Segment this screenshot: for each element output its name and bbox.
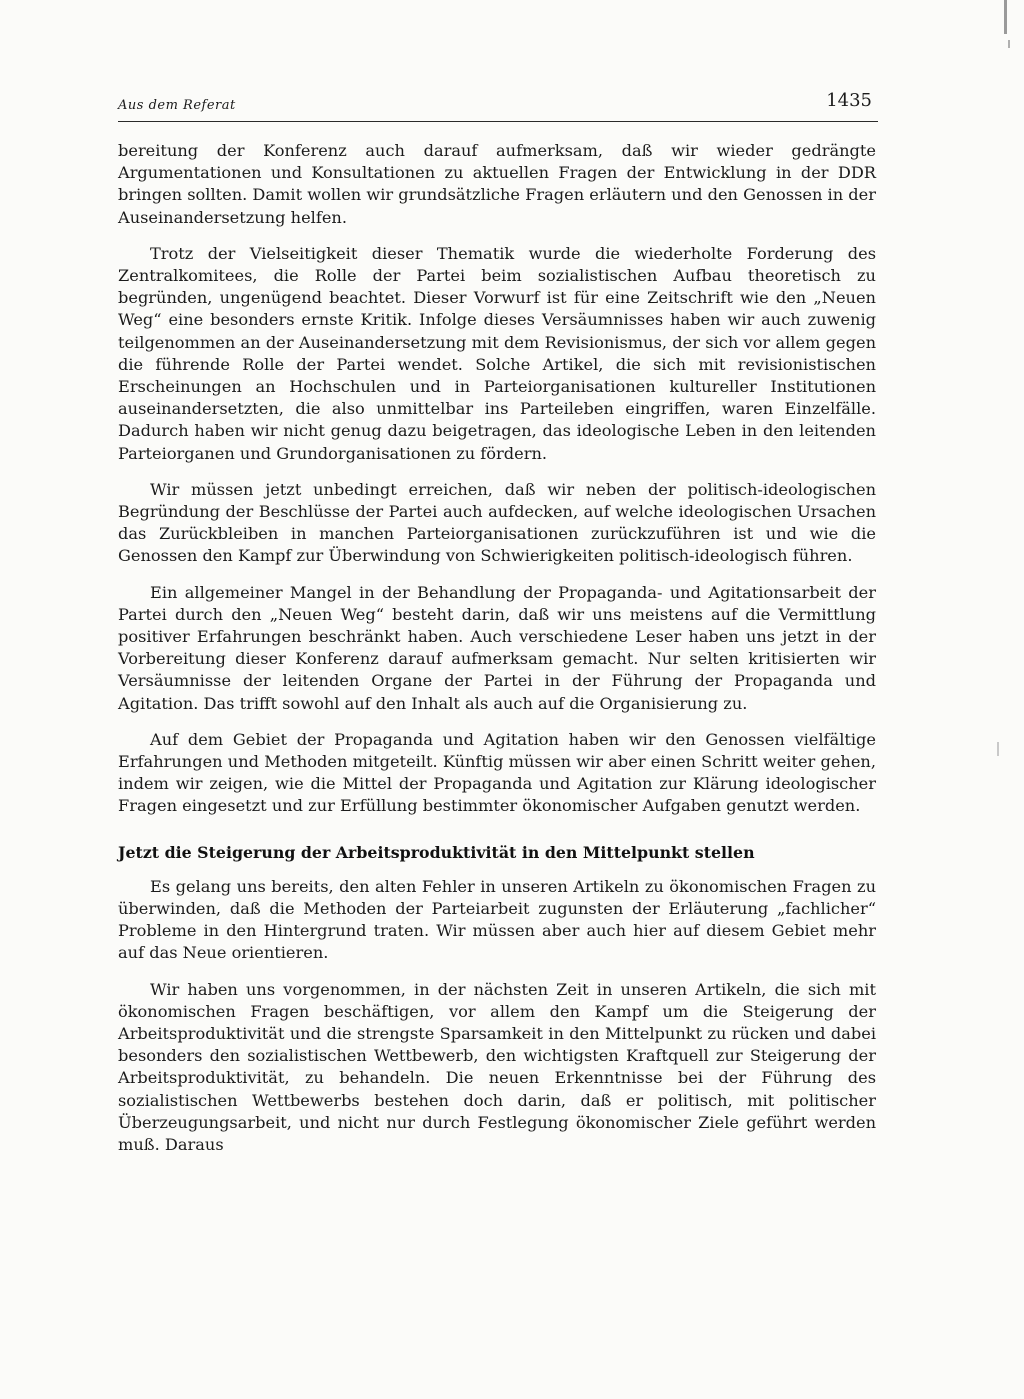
page-header [118, 90, 878, 124]
page-number: 1435 [826, 90, 872, 111]
paragraph: Trotz der Vielseitigkeit dieser Thematik wurde die wiederholte Forderung des Zentralkomitees, die Rolle der Partei beim sozialistischen Aufbau theoretisch zu begründen, ungenügend beachtet. Dieser Vorwurf ist für eine Zeitschrift wie den „Neuen Weg“ eine besonders ernste Kritik. Infolge dieses Versäumnisses haben wir auch zuwenig teilgenommen an der Auseinandersetzung mit dem Revisionismus, der sich vor allem gegen die führende Rolle der Partei wendet. Solche Artikel, die sich mit revisionistischen Erscheinungen an Hochschulen und in Parteiorganisationen kultureller Institutionen auseinandersetzten, die also unmittelbar ins Parteileben eingriffen, waren Einzelfälle. Dadurch haben wir nicht genug dazu beigetragen, das ideologische Leben in den leitenden Parteiorganen und Grundorganisationen zu fördern. [118, 243, 876, 463]
body-text [118, 140, 876, 1170]
running-head: Aus dem Referat [118, 98, 236, 113]
paragraph: Ein allgemeiner Mangel in der Behandlung der Propaganda- und Agitationsarbeit der Partei durch den „Neuen Weg“ besteht darin, daß wir uns meistens auf die Vermittlung positiver Erfahrungen beschränkt haben. Auch verschiedene Leser haben uns jetzt in der Vorbereitung dieser Konferenz darauf aufmerksam gemacht. Nur selten kritisierten wir Versäumnisse der leitenden Organe der Partei in der Führung der Propaganda und Agitation. Das trifft sowohl auf den Inhalt als auch auf die Organisierung zu. [118, 582, 876, 713]
paragraph: Wir müssen jetzt unbedingt erreichen, daß wir neben der politisch-ideologischen Begründung der Beschlüsse der Partei auch aufdecken, auf welche ideologischen Ursachen das Zurückbleiben in manchen Parteiorganisationen zurückzuführen ist und wie die Genossen den Kampf zur Überwindung von Schwierigkeiten politisch-ideologisch führen. [118, 479, 876, 566]
scan-edge-mark [1008, 40, 1010, 48]
paragraph: Es gelang uns bereits, den alten Fehler in unseren Artikeln zu ökonomischen Fragen zu überwinden, daß die Methoden der Parteiarbeit zugunsten der Erläuterung „fachlicher“ Probleme in den Hintergrund traten. Wir müssen aber auch hier auf diesem Gebiet mehr auf das Neue orientieren. [118, 876, 876, 963]
scan-edge-mark [1004, 0, 1007, 34]
section-heading: Jetzt die Steigerung der Arbeitsproduktivität in den Mittelpunkt stellen [118, 842, 755, 862]
paragraph: Auf dem Gebiet der Propaganda und Agitation haben wir den Genossen vielfältige Erfahrungen und Methoden mitgeteilt. Künftig müssen wir aber einen Schritt weiter gehen, indem wir zeigen, wie die Mittel der Propaganda und Agitation zur Klärung ideologischer Fragen eingesetzt und zur Erfüllung bestimmter ökonomischer Aufgaben genutzt werden. [118, 729, 876, 816]
paragraph: bereitung der Konferenz auch darauf aufmerksam, daß wir wieder gedrängte Argumentationen und Konsultationen zu aktuellen Fragen der Entwicklung in der DDR bringen sollten. Damit wollen wir grundsätzliche Fragen erläutern und den Genossen in der Auseinandersetzung helfen. [118, 141, 876, 227]
header-rule [118, 121, 878, 122]
paragraph: Wir haben uns vorgenommen, in der nächsten Zeit in unseren Artikeln, die sich mit ökonomischen Fragen beschäftigen, vor allem den Kampf um die Steigerung der Arbeitsproduktivität und die strengste Sparsamkeit in den Mittelpunkt zu rücken und dabei besonders den sozialistischen Wettbewerb, den wichtigsten Kraftquell zur Steigerung der Arbeitsproduktivität, zu behandeln. Die neuen Erkenntnisse bei der Führung des sozialistischen Wettbewerbs bestehen doch darin, daß er politisch, mit politischer Überzeugungsarbeit, und nicht nur durch Festlegung ökonomischer Ziele geführt werden muß. Daraus [118, 979, 876, 1154]
margin-mark [997, 742, 999, 756]
